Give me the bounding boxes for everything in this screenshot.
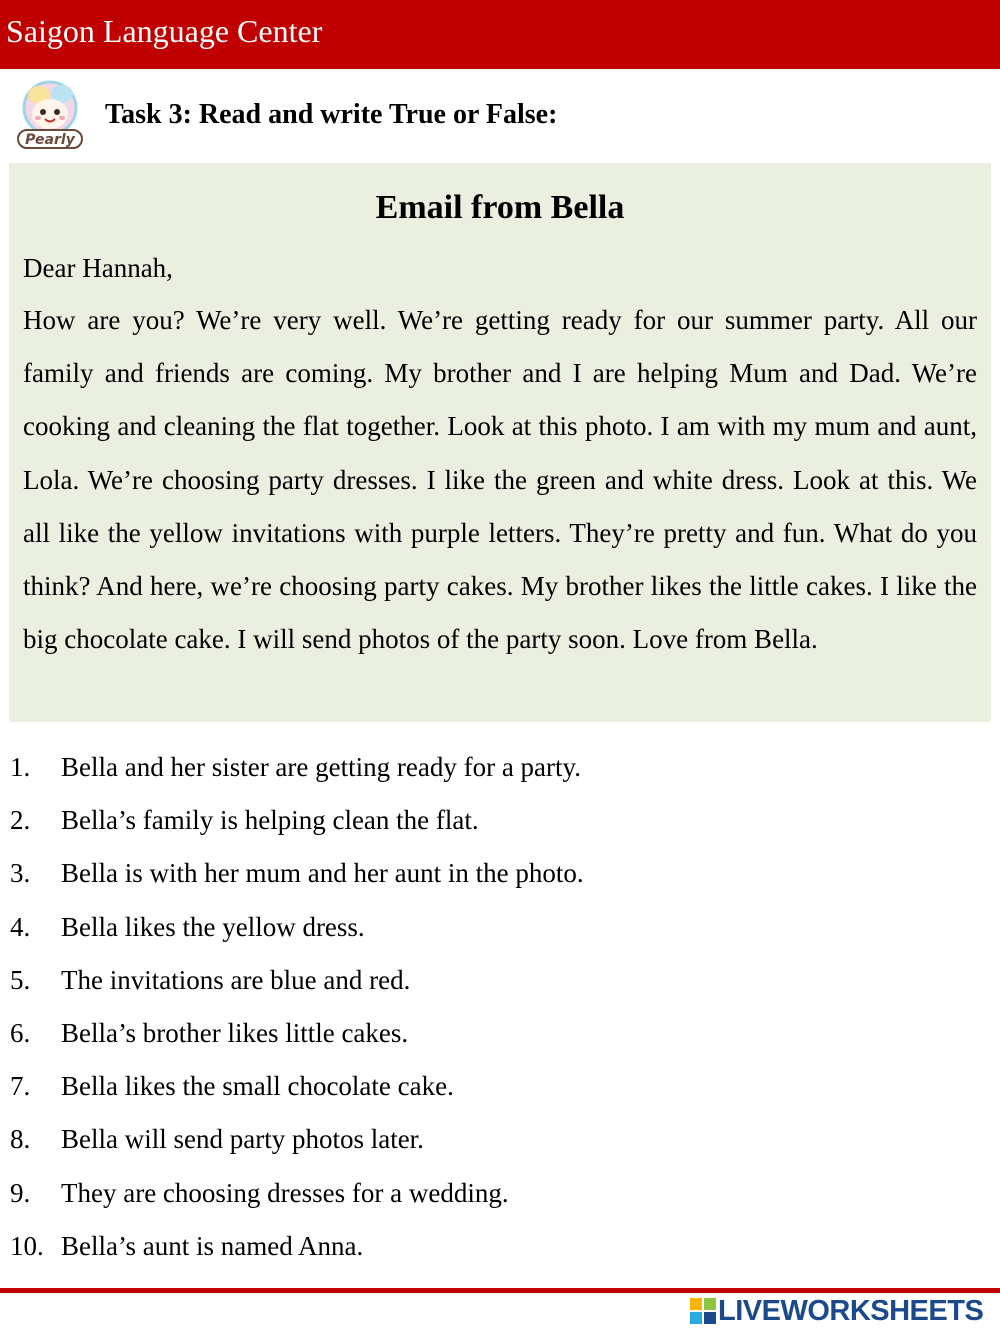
question-number: 6. — [10, 1017, 31, 1048]
question-item — [0, 1007, 1000, 1060]
question-list — [0, 741, 1000, 1273]
question-text: Bella’s family is helping clean the flat. — [61, 805, 479, 836]
liveworksheets-brand-text: LIVEWORKSHEETS — [718, 1295, 984, 1327]
question-number: 2. — [10, 805, 31, 836]
question-number: 9. — [10, 1177, 31, 1208]
question-text: Bella likes the yellow dress. — [61, 911, 365, 942]
question-number: 4. — [10, 911, 31, 942]
question-item — [0, 1060, 1000, 1113]
pearly-logo-icon — [12, 78, 88, 150]
question-item — [0, 1167, 1000, 1220]
question-number: 8. — [10, 1124, 31, 1155]
footer-divider — [0, 1288, 1000, 1293]
question-item — [0, 741, 1000, 794]
question-item — [0, 901, 1000, 954]
header-title: Saigon Language Center — [6, 13, 323, 49]
header-bar — [0, 0, 1000, 69]
question-text: They are choosing dresses for a wedding. — [61, 1177, 509, 1208]
question-text: Bella likes the small chocolate cake. — [61, 1071, 454, 1102]
passage-title: Email from Bella — [375, 189, 625, 226]
question-text: Bella is with her mum and her aunt in the photo. — [61, 858, 584, 889]
liveworksheets-logo-icon — [690, 1298, 716, 1324]
question-item — [0, 847, 1000, 900]
question-item — [0, 1220, 1000, 1273]
question-number: 5. — [10, 964, 31, 995]
question-number: 10. — [10, 1230, 44, 1261]
passage-greeting: Dear Hannah, — [23, 253, 173, 283]
question-text: Bella will send party photos later. — [61, 1124, 424, 1155]
question-text: Bella’s brother likes little cakes. — [61, 1017, 409, 1048]
question-number: 3. — [10, 858, 31, 889]
task-title: Task 3: Read and write True or False: — [105, 99, 558, 130]
question-text: Bella’s aunt is named Anna. — [61, 1230, 364, 1261]
question-text: Bella and her sister are getting ready for a party. — [61, 752, 582, 782]
question-item — [0, 954, 1000, 1007]
question-item — [0, 1113, 1000, 1166]
question-number: 1. — [10, 752, 31, 782]
question-item — [0, 794, 1000, 847]
passage-body: How are you? We’re very well. We’re getting ready for our summer party. All our family and friends are coming. My brother and I are helping Mum and Dad. We’re cooking and cleaning the flat together. Look at this photo. I am with my mum and aunt, Lola. We’re choosing party dresses. I like the green and white dress. Look at this. We all like the yellow invitations with purple letters. They’re pretty and fun. What do you think? And here, we’re choosing party cakes. My brother likes the little cakes. I like the big chocolate cake. I will send photos of the party soon. Love from Bella. — [23, 305, 977, 655]
logo-text: Pearly — [25, 132, 75, 148]
question-text: The invitations are blue and red. — [61, 964, 411, 995]
liveworksheets-brand[interactable] — [690, 1294, 990, 1328]
question-number: 7. — [10, 1071, 31, 1102]
